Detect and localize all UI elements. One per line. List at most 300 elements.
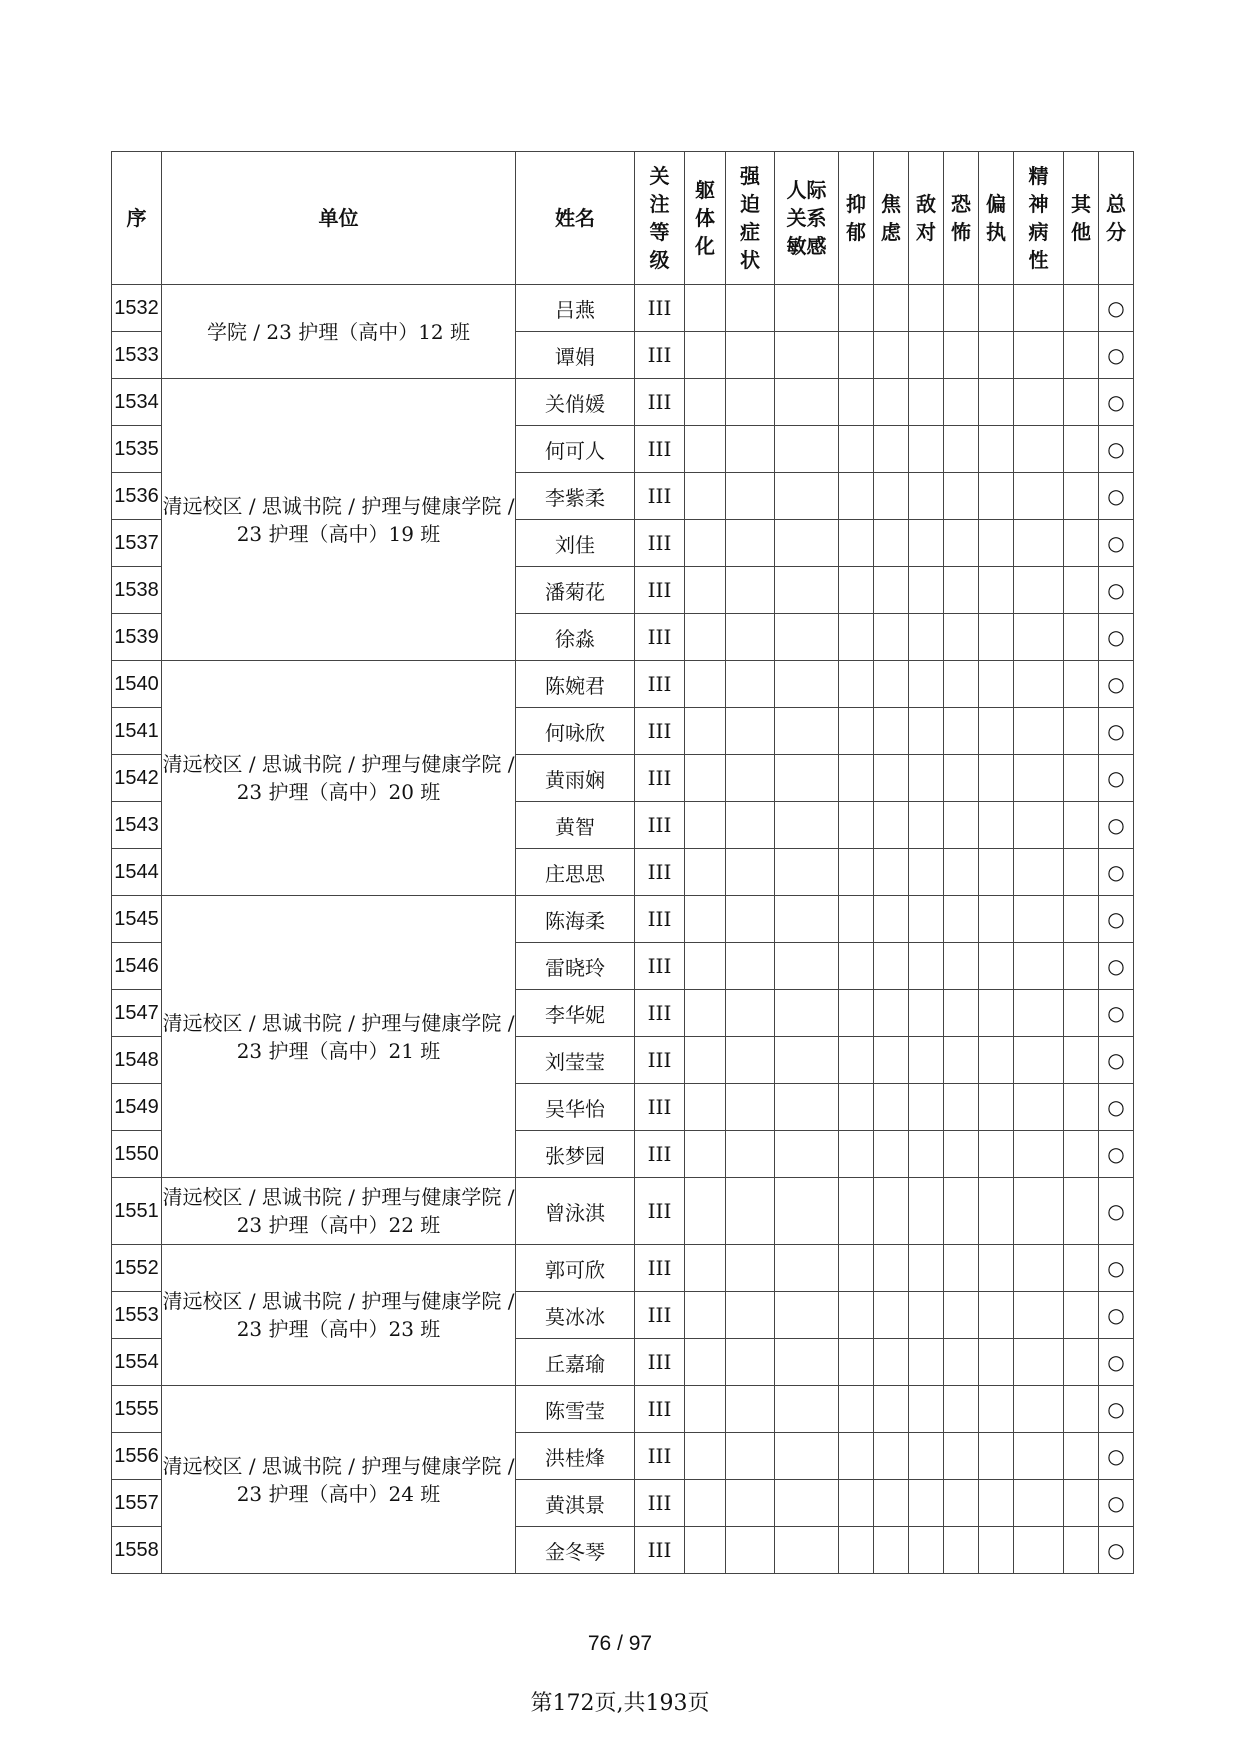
score-cell: [944, 896, 979, 943]
score-cell: [979, 426, 1014, 473]
score-cell: [979, 1527, 1014, 1574]
total-cell: ○: [1099, 285, 1134, 332]
seq-cell: 1558: [112, 1527, 162, 1574]
score-cell: [909, 849, 944, 896]
score-cell: [909, 708, 944, 755]
score-cell: [685, 1386, 726, 1433]
score-cell: [874, 1480, 909, 1527]
score-cell: [909, 1480, 944, 1527]
level-cell: III: [635, 332, 685, 379]
score-cell: [775, 1037, 839, 1084]
score-cell: [839, 1131, 874, 1178]
score-cell: [685, 567, 726, 614]
unit-cell: 清远校区 / 思诚书院 / 护理与健康学院 / 23 护理（高中）19 班: [162, 379, 516, 661]
total-cell: ○: [1099, 1131, 1134, 1178]
score-cell: [909, 661, 944, 708]
table-header-row: [112, 152, 1134, 285]
score-cell: [685, 285, 726, 332]
score-cell: [909, 1084, 944, 1131]
level-cell: III: [635, 661, 685, 708]
score-cell: [839, 896, 874, 943]
score-cell: [1014, 1178, 1064, 1245]
score-cell: [839, 1084, 874, 1131]
seq-cell: 1537: [112, 520, 162, 567]
score-cell: [909, 567, 944, 614]
seq-cell: 1536: [112, 473, 162, 520]
score-cell: [979, 1131, 1014, 1178]
score-cell: [979, 614, 1014, 661]
score-cell: [874, 1178, 909, 1245]
score-cell: [909, 802, 944, 849]
score-cell: [1014, 379, 1064, 426]
level-cell: III: [635, 473, 685, 520]
score-cell: [1064, 1292, 1099, 1339]
header-total: 总分: [1099, 152, 1134, 285]
score-cell: [944, 379, 979, 426]
score-cell: [909, 1037, 944, 1084]
seq-cell: 1545: [112, 896, 162, 943]
score-cell: [1064, 1178, 1099, 1245]
score-cell: [839, 1245, 874, 1292]
table-row: [112, 285, 1134, 332]
score-cell: [874, 802, 909, 849]
score-cell: [685, 1178, 726, 1245]
header-anxiety: 焦虑: [874, 152, 909, 285]
score-cell: [874, 426, 909, 473]
score-cell: [1064, 1245, 1099, 1292]
score-cell: [979, 1178, 1014, 1245]
name-cell: 刘佳: [516, 520, 635, 567]
score-cell: [726, 1292, 775, 1339]
score-cell: [944, 567, 979, 614]
name-cell: 吕燕: [516, 285, 635, 332]
score-cell: [909, 285, 944, 332]
total-cell: ○: [1099, 1037, 1134, 1084]
score-cell: [1064, 708, 1099, 755]
level-cell: III: [635, 1480, 685, 1527]
score-cell: [1064, 849, 1099, 896]
name-cell: 李华妮: [516, 990, 635, 1037]
seq-cell: 1555: [112, 1386, 162, 1433]
score-cell: [909, 896, 944, 943]
total-cell: ○: [1099, 661, 1134, 708]
score-cell: [909, 1386, 944, 1433]
seq-cell: 1549: [112, 1084, 162, 1131]
score-cell: [775, 1386, 839, 1433]
name-cell: 庄思思: [516, 849, 635, 896]
score-cell: [1014, 1245, 1064, 1292]
score-cell: [775, 1245, 839, 1292]
name-cell: 关俏媛: [516, 379, 635, 426]
table-row: [112, 1178, 1134, 1245]
score-cell: [775, 1339, 839, 1386]
level-cell: III: [635, 849, 685, 896]
level-cell: III: [635, 1433, 685, 1480]
score-cell: [775, 614, 839, 661]
score-cell: [726, 849, 775, 896]
seq-cell: 1543: [112, 802, 162, 849]
score-cell: [909, 1178, 944, 1245]
total-cell: ○: [1099, 896, 1134, 943]
page-footer: 第172页,共193页: [530, 1691, 710, 1716]
level-cell: III: [635, 896, 685, 943]
name-cell: 何咏欣: [516, 708, 635, 755]
score-cell: [979, 1037, 1014, 1084]
total-cell: ○: [1099, 1480, 1134, 1527]
score-cell: [775, 1084, 839, 1131]
score-cell: [839, 285, 874, 332]
score-cell: [944, 1292, 979, 1339]
score-cell: [685, 426, 726, 473]
score-cell: [685, 332, 726, 379]
score-cell: [1014, 943, 1064, 990]
name-cell: 曾泳淇: [516, 1178, 635, 1245]
score-cell: [726, 379, 775, 426]
total-cell: ○: [1099, 379, 1134, 426]
total-cell: ○: [1099, 1178, 1134, 1245]
score-cell: [775, 896, 839, 943]
score-cell: [726, 332, 775, 379]
header-name: 姓名: [516, 152, 635, 285]
page-number: 76 / 97: [587, 1632, 653, 1655]
seq-cell: 1547: [112, 990, 162, 1037]
score-cell: [1014, 614, 1064, 661]
total-cell: ○: [1099, 1245, 1134, 1292]
score-cell: [979, 990, 1014, 1037]
score-cell: [1014, 1527, 1064, 1574]
level-cell: III: [635, 379, 685, 426]
score-cell: [1064, 661, 1099, 708]
score-cell: [874, 661, 909, 708]
total-cell: ○: [1099, 1527, 1134, 1574]
score-cell: [726, 802, 775, 849]
score-cell: [979, 1245, 1014, 1292]
seq-cell: 1550: [112, 1131, 162, 1178]
score-cell: [775, 1527, 839, 1574]
total-cell: ○: [1099, 520, 1134, 567]
score-cell: [944, 285, 979, 332]
score-cell: [944, 1527, 979, 1574]
seq-cell: 1533: [112, 332, 162, 379]
score-cell: [979, 379, 1014, 426]
name-cell: 陈婉君: [516, 661, 635, 708]
score-cell: [685, 708, 726, 755]
score-cell: [839, 520, 874, 567]
screening-table: [111, 151, 1134, 1574]
score-cell: [874, 708, 909, 755]
header-obsessive: 强迫症状: [726, 152, 775, 285]
level-cell: III: [635, 1245, 685, 1292]
level-cell: III: [635, 708, 685, 755]
name-cell: 洪桂烽: [516, 1433, 635, 1480]
score-cell: [685, 473, 726, 520]
seq-cell: 1544: [112, 849, 162, 896]
score-cell: [979, 285, 1014, 332]
name-cell: 丘嘉瑜: [516, 1339, 635, 1386]
score-cell: [726, 426, 775, 473]
score-cell: [1064, 943, 1099, 990]
score-cell: [1014, 1386, 1064, 1433]
score-cell: [775, 802, 839, 849]
score-cell: [775, 285, 839, 332]
score-cell: [685, 1292, 726, 1339]
score-cell: [726, 755, 775, 802]
score-cell: [874, 943, 909, 990]
score-cell: [1014, 755, 1064, 802]
score-cell: [909, 1131, 944, 1178]
score-cell: [1014, 1292, 1064, 1339]
score-cell: [1014, 285, 1064, 332]
score-cell: [874, 379, 909, 426]
score-cell: [1064, 614, 1099, 661]
score-cell: [874, 1339, 909, 1386]
name-cell: 金冬琴: [516, 1527, 635, 1574]
score-cell: [685, 1433, 726, 1480]
unit-cell: 清远校区 / 思诚书院 / 护理与健康学院 / 23 护理（高中）21 班: [162, 896, 516, 1178]
score-cell: [839, 1527, 874, 1574]
score-cell: [979, 1339, 1014, 1386]
score-cell: [726, 614, 775, 661]
score-cell: [944, 1433, 979, 1480]
score-cell: [979, 567, 1014, 614]
score-cell: [839, 802, 874, 849]
score-cell: [685, 1131, 726, 1178]
header-level: 关注等级: [635, 152, 685, 285]
score-cell: [685, 802, 726, 849]
score-cell: [1064, 896, 1099, 943]
score-cell: [685, 1084, 726, 1131]
header-paranoia: 偏执: [979, 152, 1014, 285]
score-cell: [909, 1339, 944, 1386]
score-cell: [979, 661, 1014, 708]
total-cell: ○: [1099, 1386, 1134, 1433]
score-cell: [874, 614, 909, 661]
score-cell: [775, 990, 839, 1037]
score-cell: [775, 379, 839, 426]
score-cell: [979, 849, 1014, 896]
score-cell: [775, 520, 839, 567]
seq-cell: 1541: [112, 708, 162, 755]
score-cell: [839, 755, 874, 802]
score-cell: [685, 990, 726, 1037]
score-cell: [685, 1339, 726, 1386]
score-cell: [979, 708, 1014, 755]
score-cell: [979, 755, 1014, 802]
seq-cell: 1532: [112, 285, 162, 332]
seq-cell: 1542: [112, 755, 162, 802]
score-cell: [944, 332, 979, 379]
score-cell: [1014, 473, 1064, 520]
name-cell: 郭可欣: [516, 1245, 635, 1292]
score-cell: [775, 332, 839, 379]
score-cell: [909, 755, 944, 802]
score-cell: [979, 896, 1014, 943]
level-cell: III: [635, 1527, 685, 1574]
score-cell: [775, 567, 839, 614]
score-cell: [726, 520, 775, 567]
score-cell: [979, 1386, 1014, 1433]
name-cell: 陈海柔: [516, 896, 635, 943]
score-cell: [1064, 802, 1099, 849]
score-cell: [944, 802, 979, 849]
name-cell: 徐淼: [516, 614, 635, 661]
score-cell: [874, 896, 909, 943]
total-cell: ○: [1099, 1292, 1134, 1339]
name-cell: 雷晓玲: [516, 943, 635, 990]
unit-cell: 清远校区 / 思诚书院 / 护理与健康学院 / 23 护理（高中）23 班: [162, 1245, 516, 1386]
score-cell: [944, 1480, 979, 1527]
total-cell: ○: [1099, 849, 1134, 896]
score-cell: [839, 1480, 874, 1527]
score-cell: [979, 1433, 1014, 1480]
score-cell: [979, 802, 1014, 849]
table-row: [112, 661, 1134, 708]
name-cell: 谭娟: [516, 332, 635, 379]
score-cell: [775, 1480, 839, 1527]
score-cell: [1064, 379, 1099, 426]
name-cell: 吴华怡: [516, 1084, 635, 1131]
score-cell: [1064, 332, 1099, 379]
score-cell: [874, 1527, 909, 1574]
level-cell: III: [635, 1386, 685, 1433]
score-cell: [979, 1084, 1014, 1131]
score-cell: [874, 755, 909, 802]
seq-cell: 1553: [112, 1292, 162, 1339]
score-cell: [979, 332, 1014, 379]
total-cell: ○: [1099, 1339, 1134, 1386]
score-cell: [775, 755, 839, 802]
score-cell: [839, 1037, 874, 1084]
score-cell: [685, 896, 726, 943]
header-interpersonal: 人际关系敏感: [775, 152, 839, 285]
score-cell: [775, 426, 839, 473]
score-cell: [909, 1245, 944, 1292]
name-cell: 李紫柔: [516, 473, 635, 520]
score-cell: [874, 567, 909, 614]
seq-cell: 1538: [112, 567, 162, 614]
score-cell: [1064, 567, 1099, 614]
score-cell: [726, 1480, 775, 1527]
total-cell: ○: [1099, 1084, 1134, 1131]
name-cell: 黄智: [516, 802, 635, 849]
level-cell: III: [635, 755, 685, 802]
total-cell: ○: [1099, 473, 1134, 520]
score-cell: [685, 614, 726, 661]
score-cell: [685, 379, 726, 426]
score-cell: [1064, 1131, 1099, 1178]
score-cell: [726, 1084, 775, 1131]
seq-cell: 1552: [112, 1245, 162, 1292]
score-cell: [726, 285, 775, 332]
score-cell: [944, 1131, 979, 1178]
level-cell: III: [635, 802, 685, 849]
score-cell: [874, 520, 909, 567]
score-cell: [775, 1131, 839, 1178]
score-cell: [726, 1178, 775, 1245]
score-cell: [1064, 1037, 1099, 1084]
score-cell: [685, 520, 726, 567]
score-cell: [685, 755, 726, 802]
level-cell: III: [635, 1292, 685, 1339]
score-cell: [726, 708, 775, 755]
score-cell: [839, 1433, 874, 1480]
score-cell: [839, 849, 874, 896]
level-cell: III: [635, 614, 685, 661]
name-cell: 张梦园: [516, 1131, 635, 1178]
header-unit: 单位: [162, 152, 516, 285]
score-cell: [1064, 1433, 1099, 1480]
score-cell: [1064, 1084, 1099, 1131]
score-cell: [1014, 990, 1064, 1037]
score-cell: [726, 567, 775, 614]
score-cell: [944, 1339, 979, 1386]
score-cell: [726, 1037, 775, 1084]
score-cell: [1014, 1480, 1064, 1527]
header-phobia: 恐怖: [944, 152, 979, 285]
score-cell: [726, 943, 775, 990]
score-cell: [775, 1178, 839, 1245]
score-cell: [909, 379, 944, 426]
score-cell: [1014, 849, 1064, 896]
score-cell: [1014, 520, 1064, 567]
level-cell: III: [635, 1339, 685, 1386]
seq-cell: 1535: [112, 426, 162, 473]
score-cell: [874, 1131, 909, 1178]
score-cell: [839, 990, 874, 1037]
score-cell: [944, 1386, 979, 1433]
seq-cell: 1534: [112, 379, 162, 426]
score-cell: [874, 1386, 909, 1433]
total-cell: ○: [1099, 1433, 1134, 1480]
score-cell: [726, 1433, 775, 1480]
score-cell: [944, 708, 979, 755]
unit-cell: 清远校区 / 思诚书院 / 护理与健康学院 / 23 护理（高中）24 班: [162, 1386, 516, 1574]
score-cell: [874, 990, 909, 1037]
score-cell: [775, 1292, 839, 1339]
score-cell: [944, 426, 979, 473]
score-cell: [1064, 473, 1099, 520]
score-cell: [839, 332, 874, 379]
score-cell: [1014, 896, 1064, 943]
score-cell: [839, 426, 874, 473]
score-cell: [775, 849, 839, 896]
table-row: [112, 379, 1134, 426]
header-other: 其他: [1064, 152, 1099, 285]
score-cell: [839, 1178, 874, 1245]
seq-cell: 1546: [112, 943, 162, 990]
score-cell: [909, 473, 944, 520]
score-cell: [1064, 755, 1099, 802]
score-cell: [1014, 567, 1064, 614]
score-cell: [944, 661, 979, 708]
score-cell: [726, 1245, 775, 1292]
score-cell: [1064, 285, 1099, 332]
score-cell: [685, 849, 726, 896]
total-cell: ○: [1099, 990, 1134, 1037]
score-cell: [944, 1178, 979, 1245]
level-cell: III: [635, 285, 685, 332]
total-cell: ○: [1099, 567, 1134, 614]
score-cell: [1014, 426, 1064, 473]
header-hostility: 敌对: [909, 152, 944, 285]
score-cell: [909, 990, 944, 1037]
score-cell: [1014, 1433, 1064, 1480]
score-cell: [909, 426, 944, 473]
unit-cell: 学院 / 23 护理（高中）12 班: [162, 285, 516, 379]
level-cell: III: [635, 567, 685, 614]
name-cell: 黄淇景: [516, 1480, 635, 1527]
score-cell: [979, 1292, 1014, 1339]
